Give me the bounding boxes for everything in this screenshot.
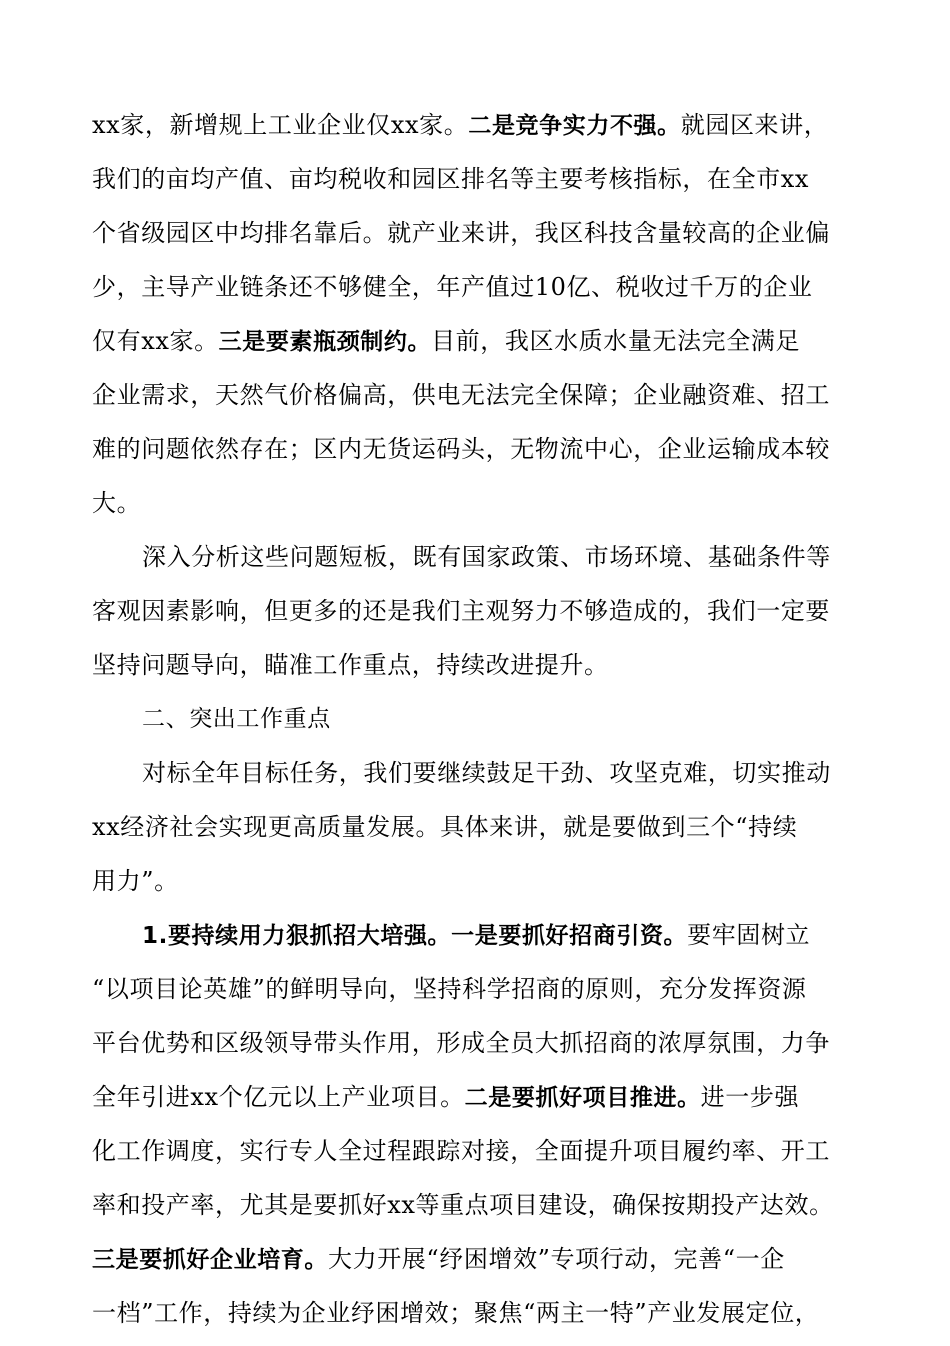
text-line <box>92 212 870 266</box>
text-line <box>92 1076 870 1130</box>
text-line <box>92 1292 870 1346</box>
text-segment: 平台优势和区级领导带头作用，形成全员大抓招商的浓厚氛围，力争 <box>92 1029 830 1057</box>
document-body <box>92 104 870 1346</box>
text-line <box>92 968 870 1022</box>
bold-text-segment: 二是竞争实力不强。 <box>468 113 681 139</box>
text-segment: 大。 <box>92 489 142 517</box>
text-segment: 客观因素影响，但更多的还是我们主观努力不够造成的，我们一定要 <box>92 597 830 625</box>
text-segment: 企业需求，天然气价格偏高，供电无法完全保障；企业融资难、招工 <box>92 381 830 409</box>
text-segment: 仅有xx家。 <box>92 327 219 355</box>
text-line <box>92 536 870 590</box>
text-segment: 难的问题依然存在；区内无货运码头，无物流中心，企业运输成本较 <box>92 435 830 463</box>
text-line <box>92 266 870 320</box>
text-line <box>92 320 870 374</box>
text-segment: 深入分析这些问题短板，既有国家政策、市场环境、基础条件等 <box>142 543 831 571</box>
text-segment: 一档”工作，持续为企业纾困增效；聚焦“两主一特”产业发展定位， <box>92 1299 820 1327</box>
text-line <box>92 1130 870 1184</box>
text-line <box>92 482 870 536</box>
text-segment: 坚持问题导向，瞄准工作重点，持续改进提升。 <box>92 651 609 679</box>
bold-text-segment: 三是要抓好企业培育。 <box>92 1247 328 1273</box>
text-segment: 用力”。 <box>92 867 179 895</box>
bold-text-segment: 1.要持续用力狠抓招大培强。一是要抓好招商引资。 <box>142 923 688 949</box>
text-line <box>92 1238 870 1292</box>
text-line <box>92 1022 870 1076</box>
text-line <box>92 644 870 698</box>
text-line <box>92 104 870 158</box>
text-line <box>92 374 870 428</box>
text-line <box>92 860 870 914</box>
text-segment: xx家，新增规上工业企业仅xx家。 <box>92 111 469 139</box>
text-segment: 个省级园区中均排名靠后。就产业来讲，我区科技含量较高的企业偏 <box>92 219 830 247</box>
text-line <box>92 158 870 212</box>
text-segment: 全年引进xx个亿元以上产业项目。 <box>92 1083 465 1111</box>
text-segment: 进一步强 <box>700 1083 800 1111</box>
text-segment: xx经济社会实现更高质量发展。具体来讲，就是要做到三个“持续 <box>92 813 798 841</box>
text-segment: 化工作调度，实行专人全过程跟踪对接，全面提升项目履约率、开工 <box>92 1137 830 1165</box>
text-segment: 二、突出工作重点 <box>142 706 331 732</box>
text-segment: 我们的亩均产值、亩均税收和园区排名等主要考核指标，在全市xx <box>92 165 810 193</box>
text-segment: 少，主导产业链条还不够健全，年产值过10亿、税收过千万的企业 <box>92 273 813 301</box>
section-heading <box>92 698 870 752</box>
text-segment: 大力开展“纾困增效”专项行动，完善“一企 <box>328 1245 785 1273</box>
text-segment: 要牢固树立 <box>687 921 811 949</box>
text-line <box>92 752 870 806</box>
text-line <box>92 428 870 482</box>
text-segment: 率和投产率，尤其是要抓好xx等重点项目建设，确保按期投产达效。 <box>92 1191 834 1219</box>
bold-text-segment: 二是要抓好项目推进。 <box>464 1085 701 1111</box>
text-segment: 就园区来讲， <box>680 111 829 139</box>
text-segment: 目前，我区水质水量无法完全满足 <box>431 327 801 355</box>
bold-text-segment: 三是要素瓶颈制约。 <box>218 329 432 355</box>
text-line <box>92 1184 870 1238</box>
text-segment: “以项目论英雄”的鲜明导向，坚持科学招商的原则，充分发挥资源 <box>92 975 807 1003</box>
text-line <box>92 914 870 968</box>
text-line <box>92 590 870 644</box>
text-line <box>92 806 870 860</box>
text-segment: 对标全年目标任务，我们要继续鼓足干劲、攻坚克难，切实推动 <box>142 759 831 787</box>
